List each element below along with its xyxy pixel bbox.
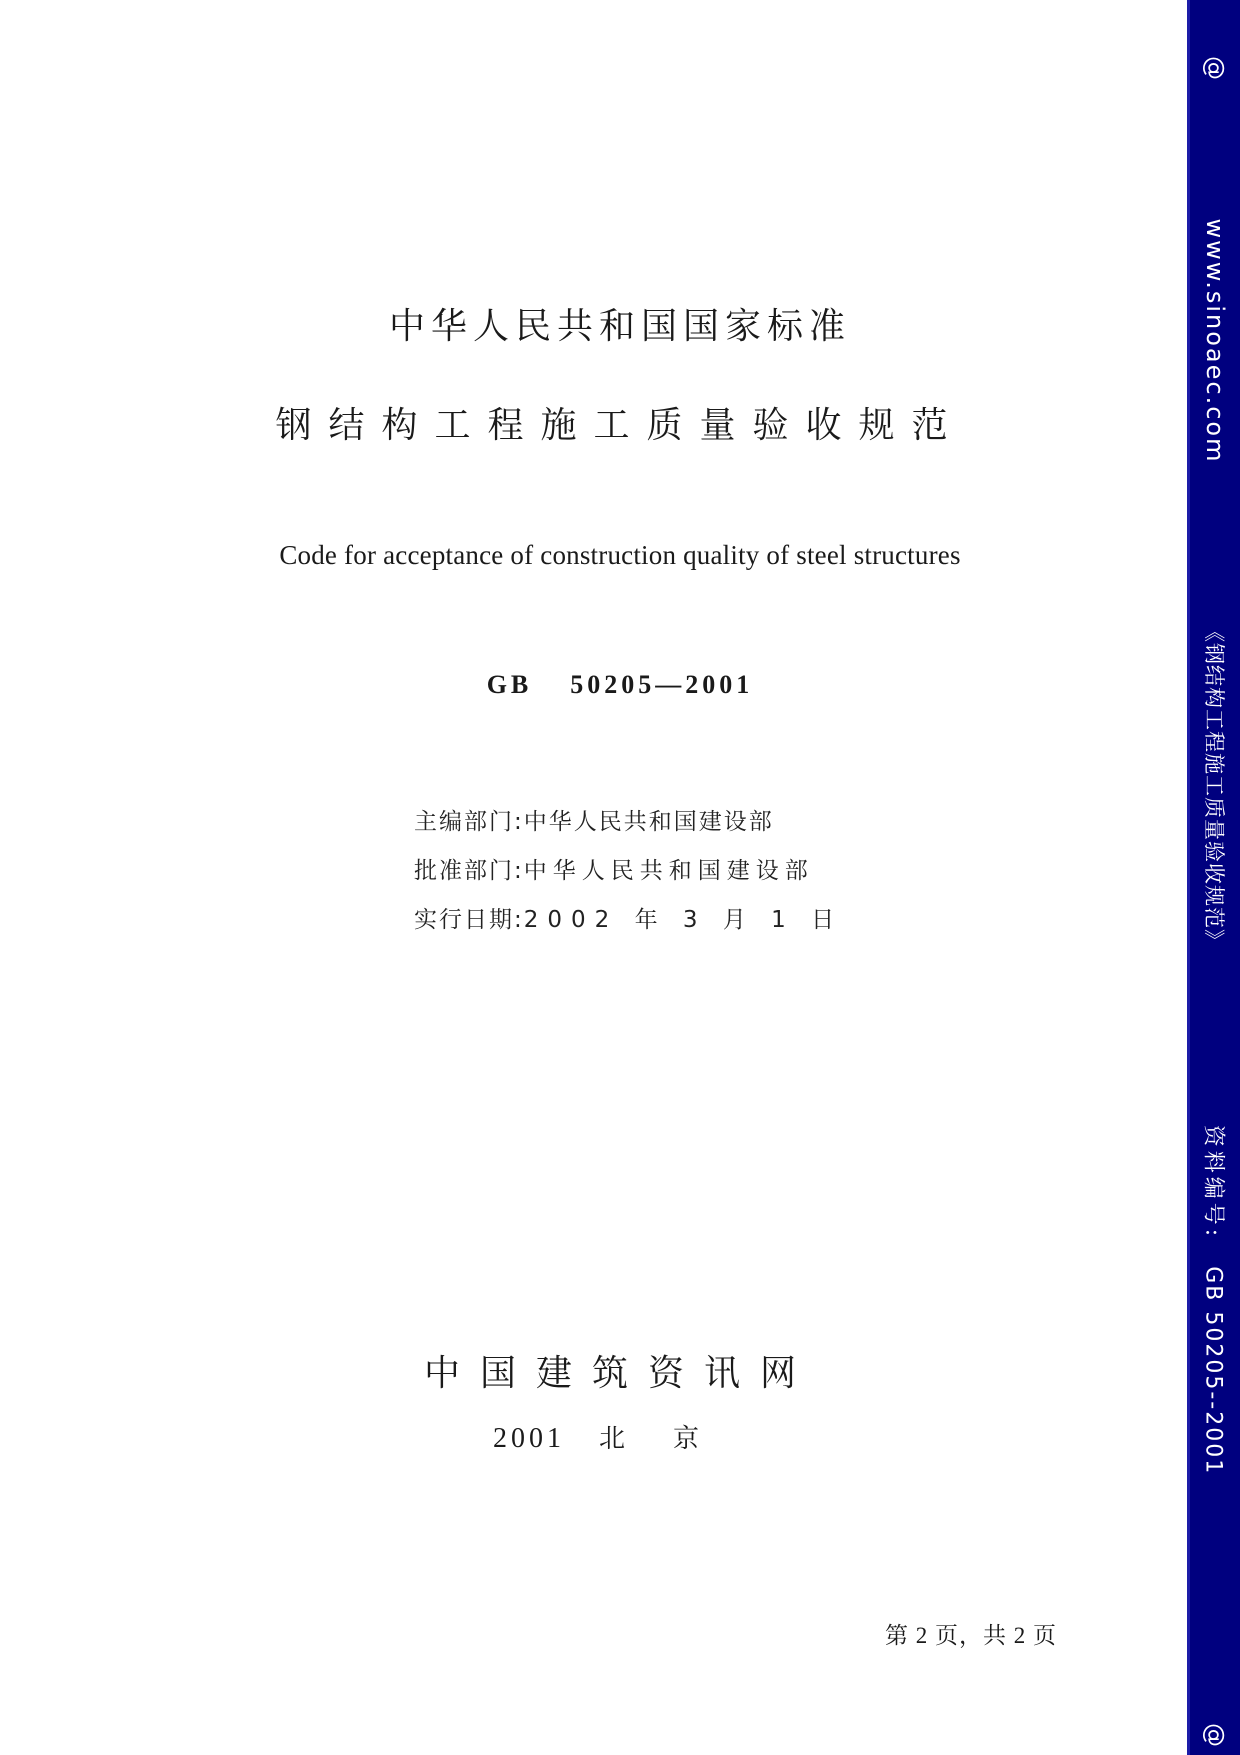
sidebar-book-title: 《钢结构工程施工质量验收规范》 xyxy=(1202,621,1226,951)
effective-date-value: 2002 年 3 月 1 日 xyxy=(523,907,844,933)
document-title-cn: 钢结构工程施工质量验收规范 xyxy=(275,405,965,446)
standard-code-number: 50205—2001 xyxy=(570,670,754,699)
document-meta xyxy=(414,798,844,945)
sidebar-code-label: 资料编号: xyxy=(1200,1124,1226,1241)
standard-code xyxy=(0,670,1240,700)
standard-code-prefix: GB xyxy=(486,670,533,699)
approval-dept-label: 批准部门: xyxy=(414,858,524,884)
right-sidebar-banner xyxy=(1187,0,1240,1755)
page-number: 第 2 页，共 2 页 xyxy=(885,1623,1057,1648)
approval-dept-row xyxy=(414,847,834,896)
publication-year: 2001 xyxy=(492,1423,565,1454)
effective-date-label: 实行日期: xyxy=(414,907,524,933)
sidebar-code-value: GB 50205--2001 xyxy=(1200,1266,1226,1476)
document-title-en: Code for acceptance of construction quality of steel structures xyxy=(279,540,961,570)
chief-dept-value: 中华人民共和国建设部 xyxy=(523,809,774,835)
at-sign-bottom: @ xyxy=(1201,1723,1229,1747)
effective-date-row xyxy=(414,896,844,945)
national-standard-heading: 中华人民共和国国家标准 xyxy=(388,306,851,347)
sidebar-url-link[interactable]: www.sinoaec.com xyxy=(1201,218,1229,464)
publication-city: 北京 xyxy=(598,1424,747,1454)
chief-dept-label: 主编部门: xyxy=(414,809,524,835)
publication-place xyxy=(0,1418,1240,1455)
at-sign-top: @ xyxy=(1201,56,1229,80)
chief-dept-row xyxy=(414,798,834,847)
approval-dept-value: 中华人民共和国建设部 xyxy=(523,858,814,884)
publisher-name: 中国建筑资讯网 xyxy=(423,1353,816,1394)
sidebar-doc-code xyxy=(1200,1125,1231,1475)
